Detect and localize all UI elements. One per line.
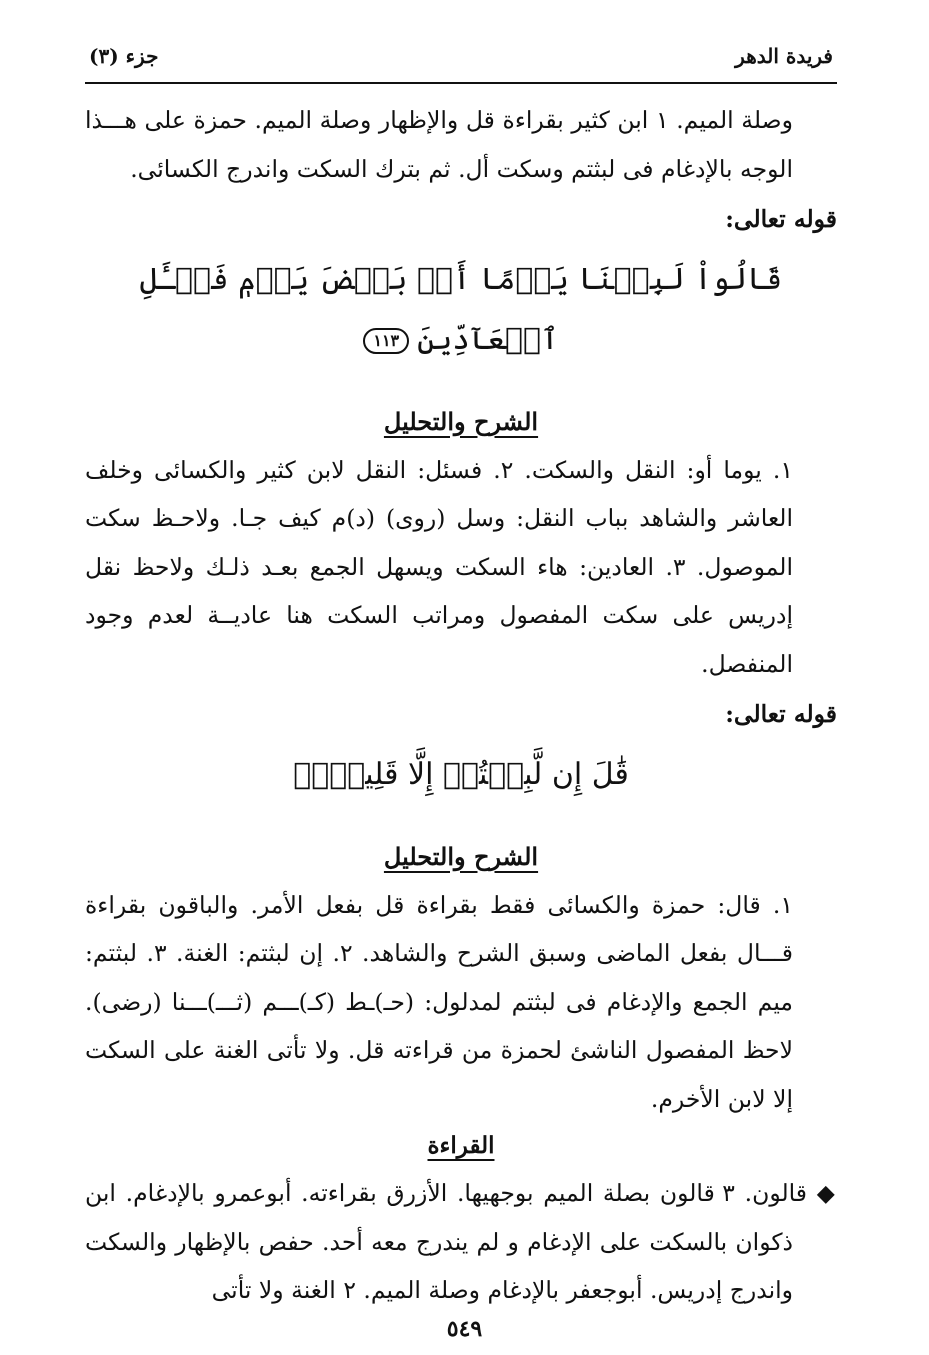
volume-label: جزء (٣) — [89, 44, 159, 68]
page-number: ٥٤٩ — [446, 1316, 483, 1342]
paragraph: وصلة الميم. ١ ابن كثير بقراءة قل والإظهار وصلة الميم. حمزة على هـــذا الوجه بالإدغام فى لبثتم وسكت أل. ثم بترك السكت واندرج الكسائى. — [85, 106, 793, 183]
section-heading — [85, 398, 837, 446]
section-heading — [85, 833, 837, 881]
diamond-bullet-icon: ◆ — [816, 1179, 837, 1207]
book-title: فريدة الدهر — [735, 44, 833, 68]
quran-verse: قَٰلَ إِن لَّبِثۡتُمۡ إِلَّا قَلِيلٗاۖ — [293, 756, 629, 792]
ayah-number-mark: ١١٣ — [363, 328, 409, 354]
section-heading-text: الشرح والتحليل — [383, 841, 539, 871]
bullet-paragraph-text: قالون. ٣ قالون بصلة الميم بوجهيها. الأزرق بقراءته. أبوعمرو بالإدغام. ابن ذكوان بالسكت على الإدغام و لم يندرج معه أحد. حفص بالإظهار والسكت واندرج إدريس. أبوجعفر بالإدغام وصلة الميم. ٢ الغنة ولا تأتى — [85, 1179, 808, 1304]
running-header — [85, 38, 837, 84]
subsection-heading — [85, 1123, 837, 1169]
verse-intro: قوله تعالى: — [725, 700, 837, 728]
paragraph: ١. قال: حمزة والكسائى فقط بقراءة قل بفعل الأمر. والباقون بقراءة قـــال بفعل الماضى وسبق الشرح والشاهد. ٢. إن لبثتم: الغنة. ٣. لبثتم: ميم الجمع والإدغام فى لبثتم لمدلول: (حـ)ـط (كـ)ـــم (ثـــ)ـــنا (رضى). لاحظ المفصول الناشئ لحمزة من قراءته قل. ولا تأتى الغنة على السكت إلا لابن الأخرم. — [85, 890, 794, 1113]
verse-text: قَالُواْ لَبِثۡنَا يَوۡمًا أَوۡ بَعۡضَ يَوۡمٖ فَسۡـَٔلِ ٱلۡعَآدِّينَ — [139, 261, 783, 357]
subsection-heading-text: القراءة — [427, 1132, 495, 1159]
verse-intro: قوله تعالى: — [725, 205, 837, 233]
bullet-paragraph — [85, 1169, 837, 1315]
quran-verse — [85, 250, 837, 370]
section-heading-text: الشرح والتحليل — [383, 406, 539, 436]
page-body — [85, 96, 837, 1315]
paragraph: ١. يوما أو: النقل والسكت. ٢. فسئل: النقل لابن كثير والكسائى وخلف العاشر والشاهد بباب النقل: وسل (روى) (د)م كيف جـا. ولاحـظ سكت الموصول. ٣. العادين: هاء السكت ويسهل الجمع بعـد ذلـك ولاحظ نقل إدريس على سكت المفصول ومراتب السكت هنا عاديــة لعدم وجود المنفصل. — [85, 455, 793, 678]
